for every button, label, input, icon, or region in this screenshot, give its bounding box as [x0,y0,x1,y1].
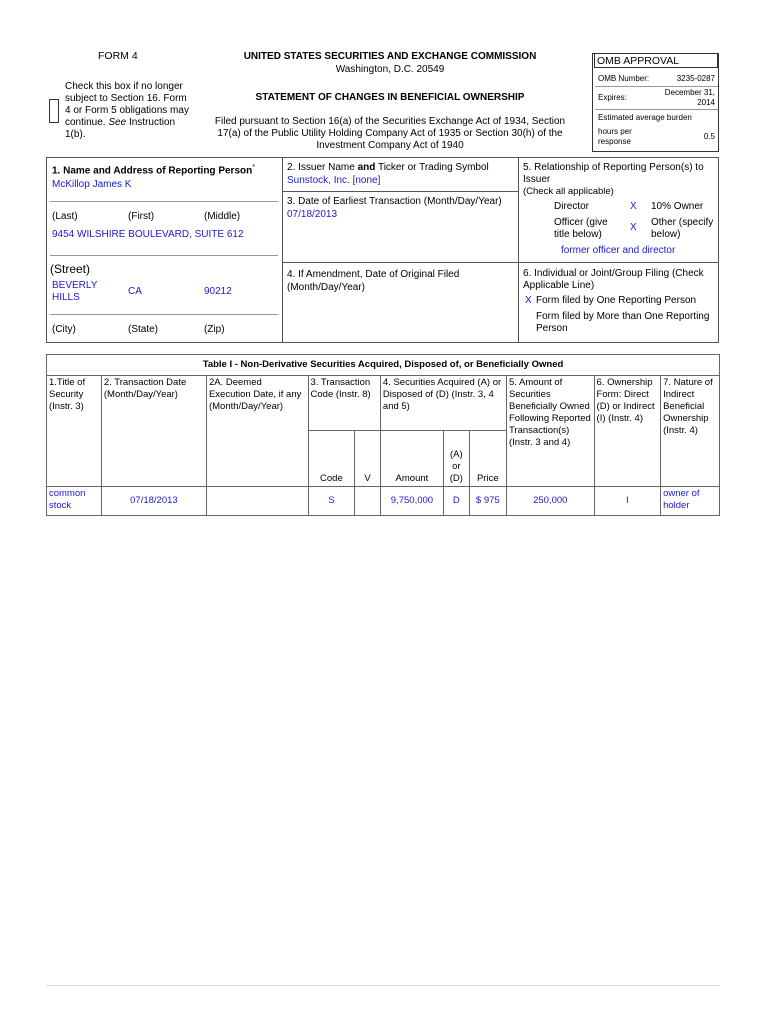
first-label: (First) [128,211,155,222]
middle-label: (Middle) [204,211,241,222]
sub-header-price: Price [469,431,506,487]
issuer-label-and: and [357,162,376,173]
table-row [47,487,720,516]
cell-ownership-form[interactable]: I [594,487,661,516]
cell-price[interactable]: $ 975 [469,487,506,516]
issuer-label [287,162,489,173]
street-label: (Street) [50,262,91,276]
reporting-person-label-text: 1. Name and Address of Reporting Person [52,165,253,177]
officer-title-value[interactable]: former officer and director [561,245,676,256]
sub-header-code: Code [308,431,355,487]
filing-label: 6. Individual or Joint/Group Filing (Check Applicable Line) [523,268,704,291]
issuer-value[interactable]: Sunstock, Inc. [none] [287,175,381,186]
issuer-label-part2: Ticker or Trading Symbol [375,162,489,173]
state-value[interactable]: CA [128,286,142,297]
omb-number-value: 3235-0287 [676,74,715,83]
check-box-text-see: See [108,117,127,128]
earliest-tx-label: 3. Date of Earliest Transaction (Month/Day/Year) [287,196,502,207]
col-header-nature: 7. Nature of Indirect Beneficial Ownership (Instr. 4) [661,376,720,487]
omb-hours-label: hours per response [598,127,632,146]
form-title: FORM 4 [98,50,138,62]
sub-header-a-or-d: (A) or (D) [443,431,469,487]
state-label: (State) [128,324,159,335]
check-all-label: (Check all applicable) [523,186,614,197]
agency-name: UNITED STATES SECURITIES AND EXCHANGE COMMISSION [243,51,537,62]
city-label: (City) [52,324,76,335]
city-divider [50,314,278,315]
zip-label: (Zip) [204,324,225,335]
name-divider [50,201,278,202]
ten-pct-owner-label: 10% Owner [651,201,704,212]
cell-deemed-date[interactable] [206,487,308,516]
col-header-ownership-form: 6. Ownership Form: Direct (D) or Indirect (I) (Instr. 4) [594,376,661,487]
omb-title: OMB APPROVAL [597,55,680,67]
col-header-securities: 4. Securities Acquired (A) or Disposed of (D) (Instr. 3, 4 and 5) [380,376,506,431]
table-1-title: Table I - Non-Derivative Securities Acquired, Disposed of, or Beneficially Owned [47,355,720,376]
other-label: Other (specify below) [651,217,714,240]
col-header-amount-owned: 5. Amount of Securities Beneficially Owned Following Reported Transaction(s) (Instr. 3 and 4) [506,376,594,487]
cell-amount-owned[interactable]: 250,000 [506,487,594,516]
reporting-person-asterisk: * [252,164,255,171]
issuer-label-part1: 2. Issuer Name [287,162,358,173]
omb-number-label: OMB Number: [598,74,650,83]
cell-nature[interactable]: owner of holder [661,487,720,516]
reporting-person-label [52,164,255,176]
cell-tx-date[interactable]: 07/18/2013 [101,487,206,516]
cell-amount[interactable]: 9,750,000 [380,487,443,516]
footer-rule [46,985,720,986]
col-header-tx-code: 3. Transaction Code (Instr. 8) [308,376,380,431]
director-label: Director [554,201,590,212]
omb-divider-1 [595,86,718,87]
one-person-mark[interactable]: X [525,295,532,306]
sub-header-amount: Amount [380,431,443,487]
table-1 [46,354,720,516]
reporting-person-name[interactable]: McKillop James K [52,179,132,190]
filed-pursuant-text: Filed pursuant to Section 16(a) of the Securities Exchange Act of 1934, Section 17(a) of the Public Utility Holding Company Act of 1935 or Section 30(h) of the Investment Company Act of 1940 [214,116,566,151]
check-box-text [65,81,190,141]
omb-divider-2 [595,109,718,110]
col-header-deemed-date: 2A. Deemed Execution Date, if any (Month/Day/Year) [206,376,308,487]
statement-title: STATEMENT OF CHANGES IN BENEFICIAL OWNERSHIP [255,92,525,103]
check-box-text-instruction: Instruction 1(b). [65,117,176,140]
cell-v[interactable] [355,487,381,516]
amendment-label: 4. If Amendment, Date of Original Filed (Month/Day/Year) [287,269,460,293]
omb-burden-label: Estimated average burden [598,113,692,122]
last-label: (Last) [52,211,78,222]
omb-hours-value: 0.5 [703,132,715,141]
cell-title[interactable]: common stock [47,487,102,516]
director-mark[interactable]: X [630,201,637,212]
earliest-tx-value[interactable]: 07/18/2013 [287,209,338,220]
officer-label: Officer (give title below) [554,217,608,240]
one-person-label: Form filed by One Reporting Person [536,295,697,306]
no-longer-subject-checkbox[interactable] [49,99,59,123]
col-header-title: 1.Title of Security (Instr. 3) [47,376,102,487]
omb-expires-value: December 31, 2014 [664,88,715,107]
sub-header-v: V [355,431,381,487]
cell-a-or-d[interactable]: D [443,487,469,516]
city-value[interactable]: BEVERLY HILLS [52,280,98,303]
zip-value[interactable]: 90212 [204,286,232,297]
officer-mark[interactable]: X [630,222,637,233]
street-address[interactable]: 9454 WILSHIRE BOULEVARD, SUITE 612 [52,229,244,240]
omb-expires-label: Expires: [598,93,627,102]
address-divider [50,255,278,256]
relationship-label: 5. Relationship of Reporting Person(s) to Issuer [523,162,704,185]
agency-location: Washington, D.C. 20549 [335,64,445,75]
cell-code[interactable]: S [308,487,355,516]
more-person-label: Form filed by More than One Reporting Person [536,311,710,334]
col-header-tx-date: 2. Transaction Date (Month/Day/Year) [101,376,206,487]
check-box-text-main: Check this box if no longer subject to Section 16. Form 4 or Form 5 obligations may continue. [65,81,189,128]
